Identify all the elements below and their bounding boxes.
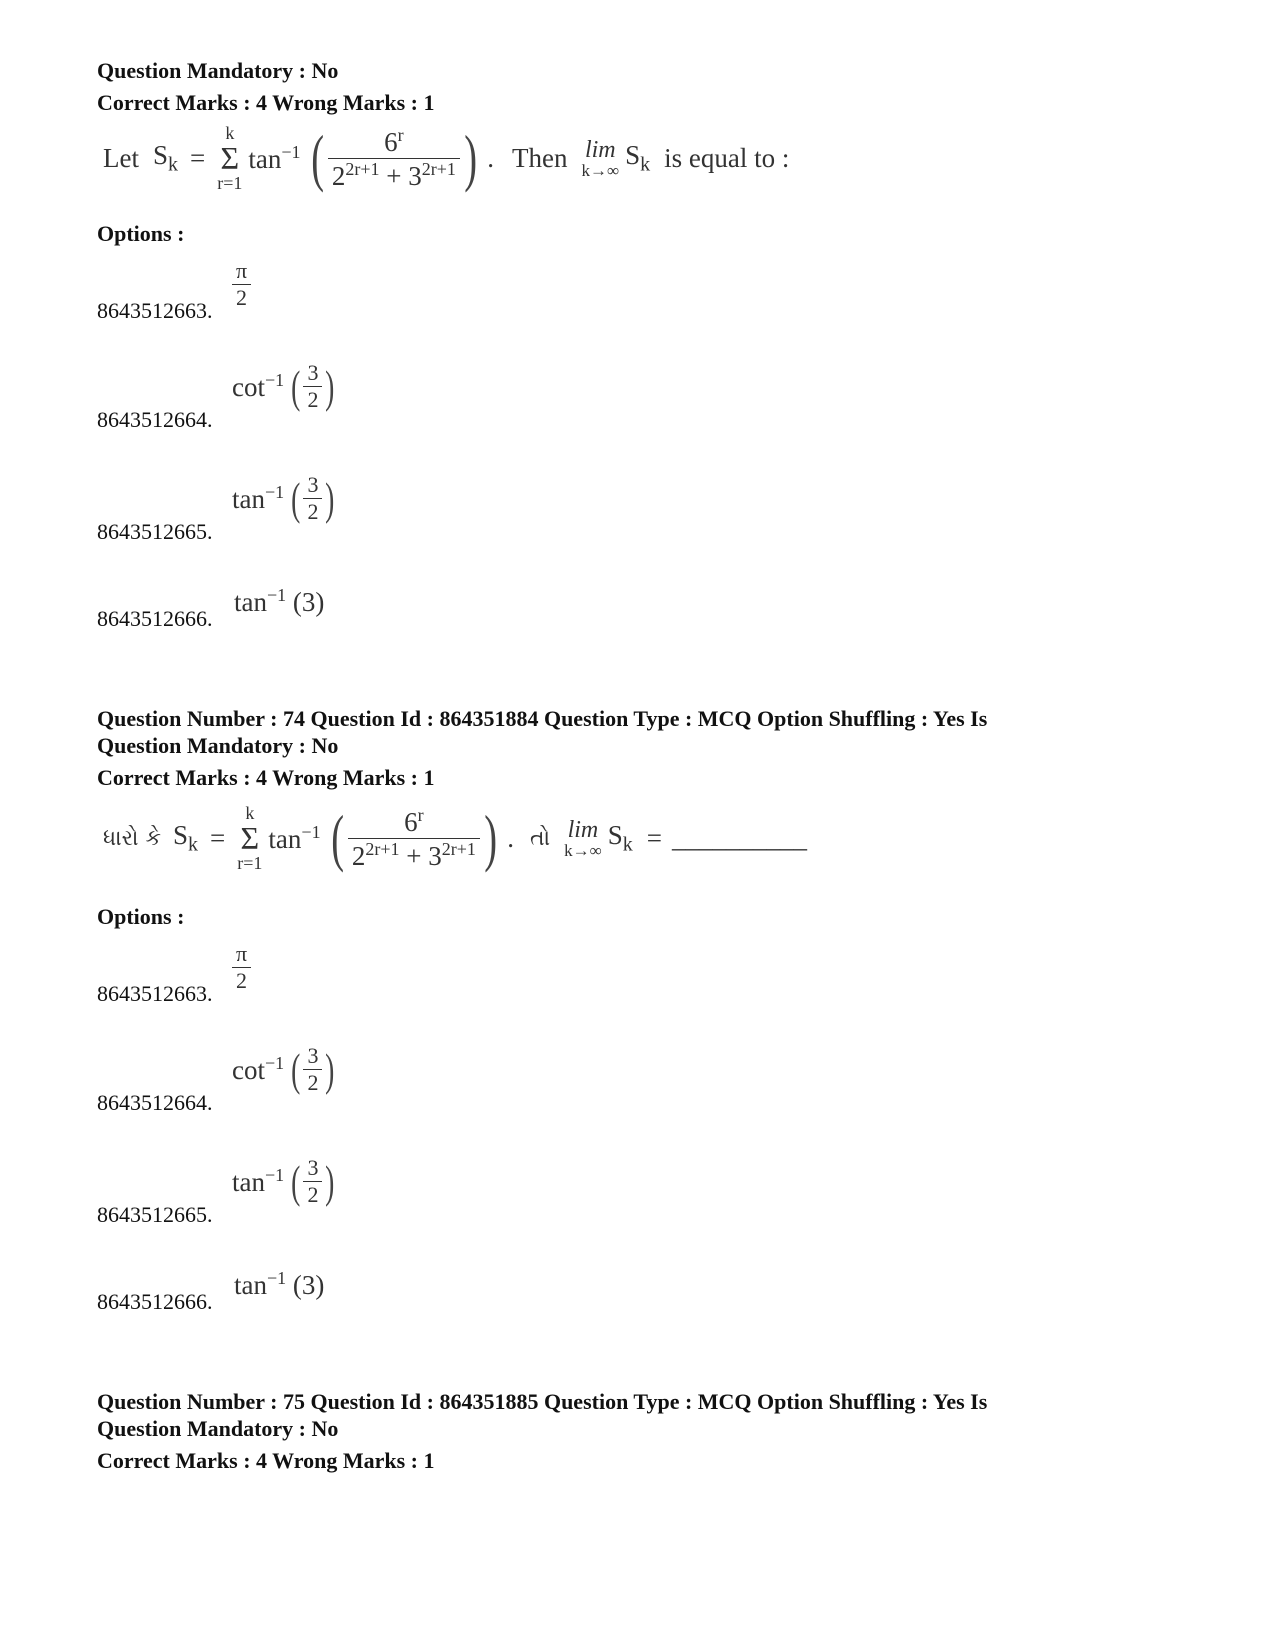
r-sup: r xyxy=(417,804,424,825)
three-over-two xyxy=(303,1043,322,1096)
paren-group xyxy=(288,1043,338,1096)
q73-let: Let xyxy=(103,142,139,173)
k-sub: k xyxy=(188,833,199,856)
big-paren xyxy=(307,122,482,193)
left-paren: ( xyxy=(291,472,301,524)
q73-options-label: Options : xyxy=(97,221,185,246)
three-over-two xyxy=(303,472,322,525)
inverse-sup: −1 xyxy=(265,482,285,502)
q73-option-3-id: 8643512665. xyxy=(97,519,213,544)
q74-option-2-id: 8643512664. xyxy=(97,1090,213,1115)
two: 2 xyxy=(307,387,319,412)
inverse-sup: −1 xyxy=(265,1165,285,1185)
right-paren: ) xyxy=(464,122,477,193)
q73-question xyxy=(103,124,789,192)
k-to-infinity: k→∞ xyxy=(581,160,620,180)
two: 2 xyxy=(307,1070,319,1095)
sigma-symbol: Σ xyxy=(240,820,260,856)
three-over-two xyxy=(303,360,322,413)
k-to-infinity: k→∞ xyxy=(564,840,602,860)
q74-question xyxy=(103,804,807,872)
pi: π xyxy=(236,941,248,966)
tan-fn: tan xyxy=(234,587,267,617)
paren-three: (3) xyxy=(292,1270,325,1300)
q74-option-2-math xyxy=(232,1043,338,1096)
q74-option-1-id: 8643512663. xyxy=(97,981,213,1006)
q74-marks: Correct Marks : 4 Wrong Marks : 1 xyxy=(97,765,435,790)
q74-option-3-math xyxy=(232,1155,338,1208)
main-fraction xyxy=(328,125,460,192)
right-paren: ) xyxy=(325,1043,335,1095)
three: 3 xyxy=(307,1043,319,1068)
paren-group xyxy=(288,472,338,525)
cot-fn: cot xyxy=(232,372,265,402)
equals: = xyxy=(210,822,226,853)
left-paren: ( xyxy=(291,360,301,412)
inverse-sup: −1 xyxy=(281,141,301,162)
main-fraction xyxy=(348,805,480,872)
sum-operator xyxy=(217,124,242,192)
two: 2 xyxy=(307,499,319,524)
q73-option-1-math xyxy=(232,258,251,311)
plus: + xyxy=(386,160,402,191)
tan-fn: tan xyxy=(234,1270,267,1300)
exp-sup: 2r+1 xyxy=(365,838,400,859)
tan-fn: tan xyxy=(248,143,282,174)
answer-blank: __________ xyxy=(671,822,807,853)
cot-fn: cot xyxy=(232,1055,265,1085)
limit-operator xyxy=(564,818,602,859)
right-paren: ) xyxy=(325,472,335,524)
k-sub: k xyxy=(622,833,633,856)
lim-text: lim xyxy=(584,136,616,163)
q74-let: ધારો કે xyxy=(103,825,161,851)
k-sub: k xyxy=(168,153,179,176)
exp-sup: 2r+1 xyxy=(421,158,456,179)
q73-mandatory: Question Mandatory : No xyxy=(97,58,339,83)
k-sub: k xyxy=(640,153,651,176)
q73-option-1-id: 8643512663. xyxy=(97,298,213,323)
plus: + xyxy=(406,840,422,871)
paren-group xyxy=(288,360,338,413)
inverse-sup: −1 xyxy=(301,821,321,842)
right-paren: ) xyxy=(325,360,335,412)
inverse-sup: −1 xyxy=(267,585,287,605)
q73-option-2-math xyxy=(232,360,338,413)
right-paren: ) xyxy=(484,802,497,873)
three: 3 xyxy=(307,360,319,385)
q74-option-4-id: 8643512666. xyxy=(97,1289,213,1314)
two: 2 xyxy=(236,968,248,993)
equals: = xyxy=(190,142,206,173)
sum-upper: k xyxy=(225,123,235,143)
exp-sup: 2r+1 xyxy=(441,838,476,859)
two: 2 xyxy=(351,840,366,871)
left-paren: ( xyxy=(291,1043,301,1095)
s-symbol: S xyxy=(173,819,189,850)
q73-option-4-math xyxy=(234,585,324,618)
six: 6 xyxy=(404,806,418,837)
tan-fn: tan xyxy=(232,1167,265,1197)
three: 3 xyxy=(408,160,422,191)
three: 3 xyxy=(307,1155,319,1180)
q74-option-1-math xyxy=(232,941,251,994)
s-symbol: S xyxy=(625,139,641,170)
exp-sup: 2r+1 xyxy=(345,158,380,179)
q74-option-4-math xyxy=(234,1268,324,1301)
q74-then: તો xyxy=(530,825,551,851)
sigma-symbol: Σ xyxy=(220,140,240,176)
equals: = xyxy=(646,822,662,853)
q74-mandatory: Question Mandatory : No xyxy=(97,733,339,758)
pi-over-2 xyxy=(232,258,251,311)
q73-then: Then xyxy=(511,142,568,173)
q74-header: Question Number : 74 Question Id : 864351884 Question Type : MCQ Option Shuffling : Yes Is xyxy=(97,706,988,731)
q73-tail: is equal to : xyxy=(664,142,790,173)
q74-options-label: Options : xyxy=(97,904,185,929)
limit-operator xyxy=(581,138,619,179)
q75-marks: Correct Marks : 4 Wrong Marks : 1 xyxy=(97,1448,435,1473)
inverse-sup: −1 xyxy=(267,1268,287,1288)
two: 2 xyxy=(236,285,248,310)
right-paren: ) xyxy=(325,1155,335,1207)
s-symbol: S xyxy=(607,819,623,850)
sum-lower: r=1 xyxy=(237,853,263,873)
paren-three: (3) xyxy=(292,587,325,617)
paren-group xyxy=(288,1155,338,1208)
two: 2 xyxy=(331,160,346,191)
left-paren: ( xyxy=(310,122,324,193)
six: 6 xyxy=(384,126,398,157)
q75-header: Question Number : 75 Question Id : 864351885 Question Type : MCQ Option Shuffling : Yes Is xyxy=(97,1389,988,1414)
lim-text: lim xyxy=(567,816,599,843)
three: 3 xyxy=(428,840,442,871)
three: 3 xyxy=(307,472,319,497)
two: 2 xyxy=(307,1182,319,1207)
sum-upper: k xyxy=(245,803,255,823)
tan-fn: tan xyxy=(268,823,302,854)
q74-option-3-id: 8643512665. xyxy=(97,1202,213,1227)
q73-option-4-id: 8643512666. xyxy=(97,606,213,631)
q73-option-2-id: 8643512664. xyxy=(97,407,213,432)
q73-option-3-math xyxy=(232,472,338,525)
q75-mandatory: Question Mandatory : No xyxy=(97,1416,339,1441)
r-sup: r xyxy=(397,124,404,145)
left-paren: ( xyxy=(330,802,344,873)
inverse-sup: −1 xyxy=(265,370,285,390)
pi-over-2 xyxy=(232,941,251,994)
left-paren: ( xyxy=(291,1155,301,1207)
big-paren xyxy=(327,802,502,873)
s-symbol: S xyxy=(152,139,169,170)
inverse-sup: −1 xyxy=(265,1053,285,1073)
period: . xyxy=(487,142,494,173)
three-over-two xyxy=(303,1155,322,1208)
tan-fn: tan xyxy=(232,484,265,514)
pi: π xyxy=(236,258,248,283)
sum-operator xyxy=(237,804,262,872)
sum-lower: r=1 xyxy=(217,173,243,193)
q73-marks: Correct Marks : 4 Wrong Marks : 1 xyxy=(97,90,435,115)
period: . xyxy=(507,822,514,853)
